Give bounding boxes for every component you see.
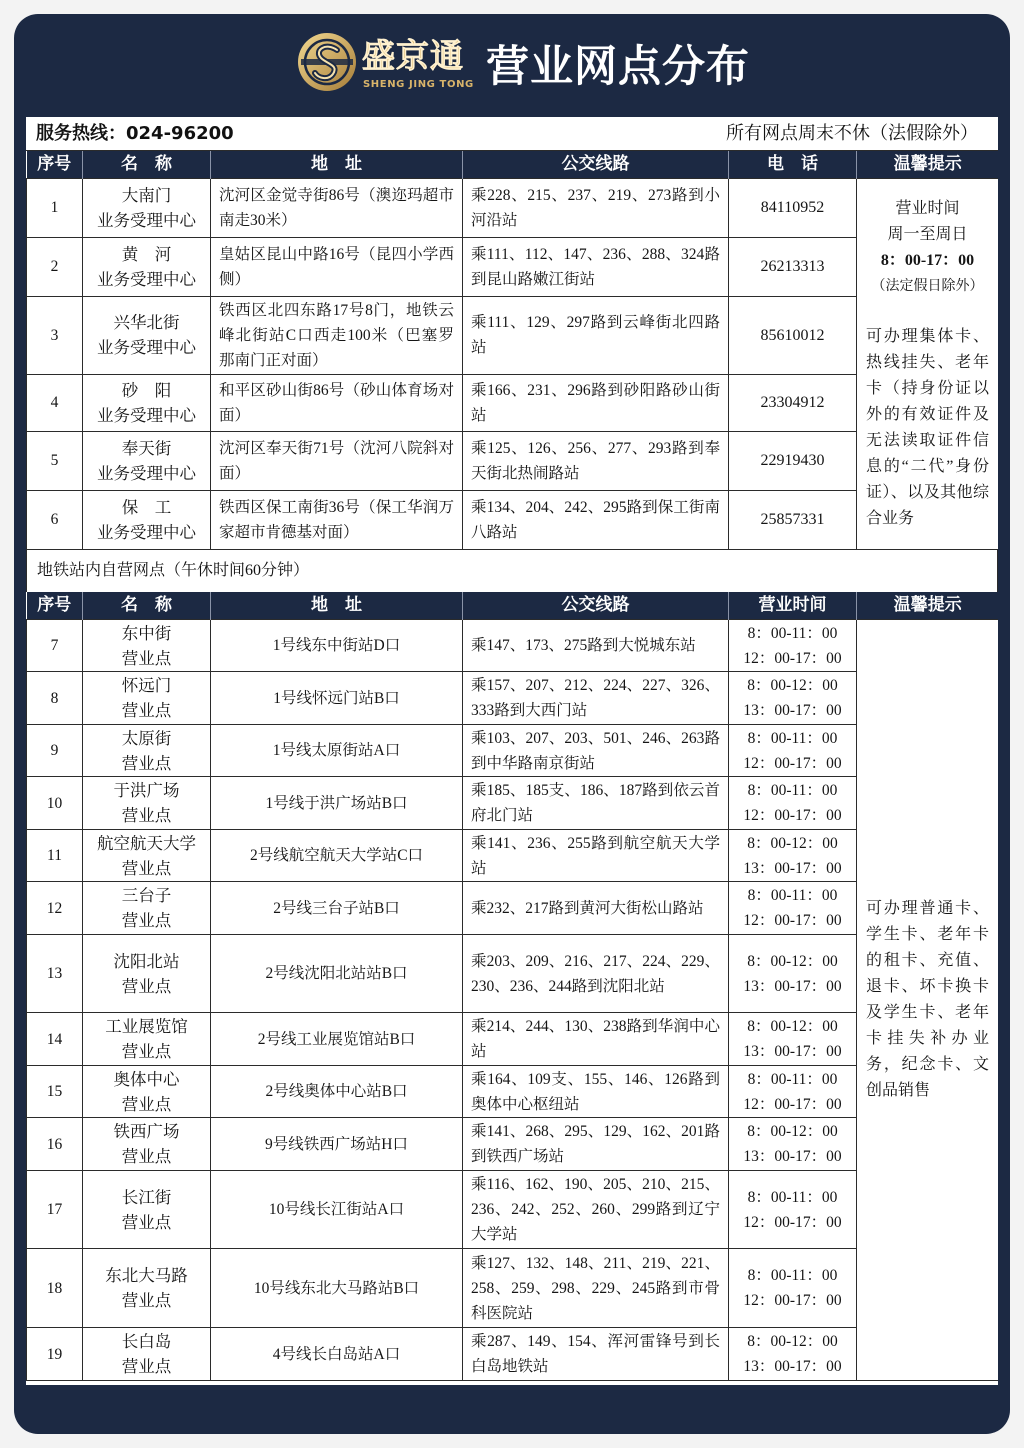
cell-no: 19 [27,1328,83,1381]
cell-no: 6 [27,490,83,549]
cell-bus: 乘203、209、216、217、224、229、230、236、244路到沈阳北站 [463,935,729,1013]
table-row [27,178,999,237]
cell-name: 大南门 业务受理中心 [83,178,211,237]
hours-days: 周一至周日 [887,225,968,243]
cell-phone: 25857331 [729,490,857,549]
brand-name-cn: 盛京通 [362,36,464,75]
cell-no: 5 [27,431,83,490]
cell-address: 和平区砂山街86号（砂山体育场对面） [211,374,463,431]
cell-hours: 8：00-12：00 13：00-17：00 [729,935,857,1013]
header-tip: 温馨提示 [857,151,999,178]
cell-name: 黄 河 业务受理中心 [83,237,211,296]
cell-hours: 8：00-12：00 13：00-17：00 [729,1118,857,1171]
header-phone: 电 话 [729,151,857,178]
cell-name: 奥体中心 营业点 [83,1066,211,1118]
table-row [27,935,999,1013]
header-no: 序号 [27,151,83,178]
cell-address: 皇姑区昆山中路16号（昆四小学西侧） [211,237,463,296]
cell-hours: 8：00-12：00 13：00-17：00 [729,672,857,725]
cell-bus: 乘287、149、154、浑河雷锋号到长白岛地铁站 [463,1328,729,1381]
cell-bus: 乘127、132、148、211、219、221、258、259、298、229、245路到市骨科医院站 [463,1249,729,1328]
shengjingtong-s-logo-icon [297,32,357,92]
cell-name: 航空航天大学 营业点 [83,830,211,882]
metro-outlets-note: 地铁站内自营网点（午休时间60分钟） [26,550,998,592]
header-hours: 营业时间 [729,592,857,620]
cell-name: 长江街 营业点 [83,1171,211,1249]
table-row [27,431,999,490]
cell-bus: 乘111、112、147、236、288、324路到昆山路嫩江街站 [463,237,729,296]
cell-address: 2号线工业展览馆站B口 [211,1013,463,1066]
cell-hours: 8：00-12：00 13：00-17：00 [729,830,857,882]
cell-bus: 乘141、268、295、129、162、201路到铁西广场站 [463,1118,729,1171]
cell-bus: 乘116、162、190、205、210、215、236、242、252、260、299路到辽宁大学站 [463,1171,729,1249]
cell-no: 15 [27,1066,83,1118]
table-row [27,882,999,935]
cell-address: 2号线三台子站B口 [211,882,463,935]
cell-bus: 乘232、217路到黄河大街松山路站 [463,882,729,935]
cell-address: 9号线铁西广场站H口 [211,1118,463,1171]
table-row [27,296,999,374]
cell-no: 12 [27,882,83,935]
header-name: 名 称 [83,151,211,178]
cell-bus: 乘157、207、212、224、227、326、333路到大西门站 [463,672,729,725]
cell-address: 1号线太原街站A口 [211,725,463,777]
cell-no: 18 [27,1249,83,1328]
cell-no: 13 [27,935,83,1013]
cell-name: 三台子 营业点 [83,882,211,935]
cell-no: 14 [27,1013,83,1066]
cell-name: 砂 阳 业务受理中心 [83,374,211,431]
hours-time: 8：00-17：00 [880,251,975,269]
header-no: 序号 [27,592,83,620]
table-row [27,237,999,296]
table-row [27,725,999,777]
cell-bus: 乘103、207、203、501、246、263路到中华路南京街站 [463,725,729,777]
cell-name: 怀远门 营业点 [83,672,211,725]
table-header-row [27,592,999,620]
header-bus: 公交线路 [463,151,729,178]
cell-name: 于洪广场 营业点 [83,777,211,830]
cell-bus: 乘125、126、256、277、293路到奉天街北热闹路站 [463,431,729,490]
table-row [27,830,999,882]
service-center-table [26,151,998,550]
cell-phone: 26213313 [729,237,857,296]
cell-address: 1号线东中街站D口 [211,620,463,672]
cell-hours: 8：00-11：00 12：00-17：00 [729,1171,857,1249]
cell-hours: 8：00-11：00 12：00-17：00 [729,777,857,830]
page-title: 营业网点分布 [486,42,750,92]
cell-address: 1号线于洪广场站B口 [211,777,463,830]
cell-address: 沈河区奉天街71号（沈河八院斜对面） [211,431,463,490]
cell-no: 8 [27,672,83,725]
cell-phone: 23304912 [729,374,857,431]
cell-phone: 22919430 [729,431,857,490]
cell-name: 工业展览馆 营业点 [83,1013,211,1066]
cell-address: 4号线长白岛站A口 [211,1328,463,1381]
brand-name-en: SHENG JING TONG [363,79,474,90]
services-text: 可办理普通卡、学生卡、老年卡的租卡、充值、退卡、坏卡换卡及学生卡、老年卡挂失补办业务，纪念卡、文创品销售 [866,900,989,1099]
tip-cell [857,620,999,1381]
cell-name: 沈阳北站 营业点 [83,935,211,1013]
table-row [27,620,999,672]
cell-name: 奉天街 业务受理中心 [83,431,211,490]
table-row [27,777,999,830]
table-header-row [27,151,999,178]
weekend-notice: 所有网点周末不休（法假除外） [726,122,978,144]
cell-no: 1 [27,178,83,237]
cell-address: 沈河区金觉寺街86号（澳迩玛超市南走30米） [211,178,463,237]
table-row [27,1013,999,1066]
table-row [27,1118,999,1171]
cell-hours: 8：00-12：00 13：00-17：00 [729,1328,857,1381]
cell-no: 3 [27,296,83,374]
cell-address: 2号线航空航天大学站C口 [211,830,463,882]
cell-no: 10 [27,777,83,830]
table-row [27,374,999,431]
cell-name: 铁西广场 营业点 [83,1118,211,1171]
cell-no: 16 [27,1118,83,1171]
service-hotline: 服务热线：024-96200 [36,122,234,144]
business-hours-block [866,196,989,300]
cell-bus: 乘111、129、297路到云峰街北四路站 [463,296,729,374]
table-row [27,1066,999,1118]
cell-hours: 8：00-12：00 13：00-17：00 [729,1013,857,1066]
cell-address: 1号线怀远门站B口 [211,672,463,725]
cell-address: 2号线奥体中心站B口 [211,1066,463,1118]
cell-hours: 8：00-11：00 12：00-17：00 [729,725,857,777]
cell-address: 2号线沈阳北站站B口 [211,935,463,1013]
cell-bus: 乘228、215、237、219、273路到小河沿站 [463,178,729,237]
table-row [27,672,999,725]
cell-no: 17 [27,1171,83,1249]
cell-name: 东北大马路 营业点 [83,1249,211,1328]
cell-no: 11 [27,830,83,882]
header-bus: 公交线路 [463,592,729,620]
cell-no: 9 [27,725,83,777]
hours-exception: （法定假日除外） [871,278,984,294]
cell-name: 长白岛 营业点 [83,1328,211,1381]
cell-address: 铁西区保工南街36号（保工华润万家超市肯德基对面） [211,490,463,549]
cell-no: 4 [27,374,83,431]
hours-title: 营业时间 [895,199,960,217]
cell-hours: 8：00-11：00 12：00-17：00 [729,1066,857,1118]
table-row [27,1171,999,1249]
cell-name: 保 工 业务受理中心 [83,490,211,549]
table-row [27,1249,999,1328]
cell-phone: 85610012 [729,296,857,374]
cell-address: 10号线长江街站A口 [211,1171,463,1249]
cell-bus: 乘166、231、296路到砂阳路砂山街站 [463,374,729,431]
header-address: 地 址 [211,151,463,178]
cell-address: 铁西区北四东路17号8门，地铁云峰北街站C口西走100米（巴塞罗那南门正对面） [211,296,463,374]
tip-cell [857,178,999,549]
cell-address: 10号线东北大马路站B口 [211,1249,463,1328]
cell-bus: 乘164、109支、155、146、126路到奥体中心枢纽站 [463,1066,729,1118]
cell-no: 7 [27,620,83,672]
cell-name: 太原街 营业点 [83,725,211,777]
header-address: 地 址 [211,592,463,620]
metro-outlet-table [26,592,998,1382]
cell-bus: 乘214、244、130、238路到华润中心站 [463,1013,729,1066]
cell-bus: 乘134、204、242、295路到保工街南八路站 [463,490,729,549]
cell-bus: 乘141、236、255路到航空航天大学站 [463,830,729,882]
table-row [27,490,999,549]
cell-bus: 乘185、185支、186、187路到依云首府北门站 [463,777,729,830]
services-text: 可办理集体卡、热线挂失、老年卡（持身份证以外的有效证件及无法读取证件信息的“二代”身份证）、以及其他综合业务 [866,327,989,527]
header-name: 名 称 [83,592,211,620]
header-tip: 温馨提示 [857,592,999,620]
outlet-panel [26,117,998,1385]
cell-name: 兴华北街 业务受理中心 [83,296,211,374]
cell-hours: 8：00-11：00 12：00-17：00 [729,882,857,935]
cell-phone: 84110952 [729,178,857,237]
cell-bus: 乘147、173、275路到大悦城东站 [463,620,729,672]
cell-no: 2 [27,237,83,296]
table-row [27,1328,999,1381]
cell-hours: 8：00-11：00 12：00-17：00 [729,1249,857,1328]
cell-hours: 8：00-11：00 12：00-17：00 [729,620,857,672]
hotline-bar [26,117,998,151]
cell-name: 东中街 营业点 [83,620,211,672]
